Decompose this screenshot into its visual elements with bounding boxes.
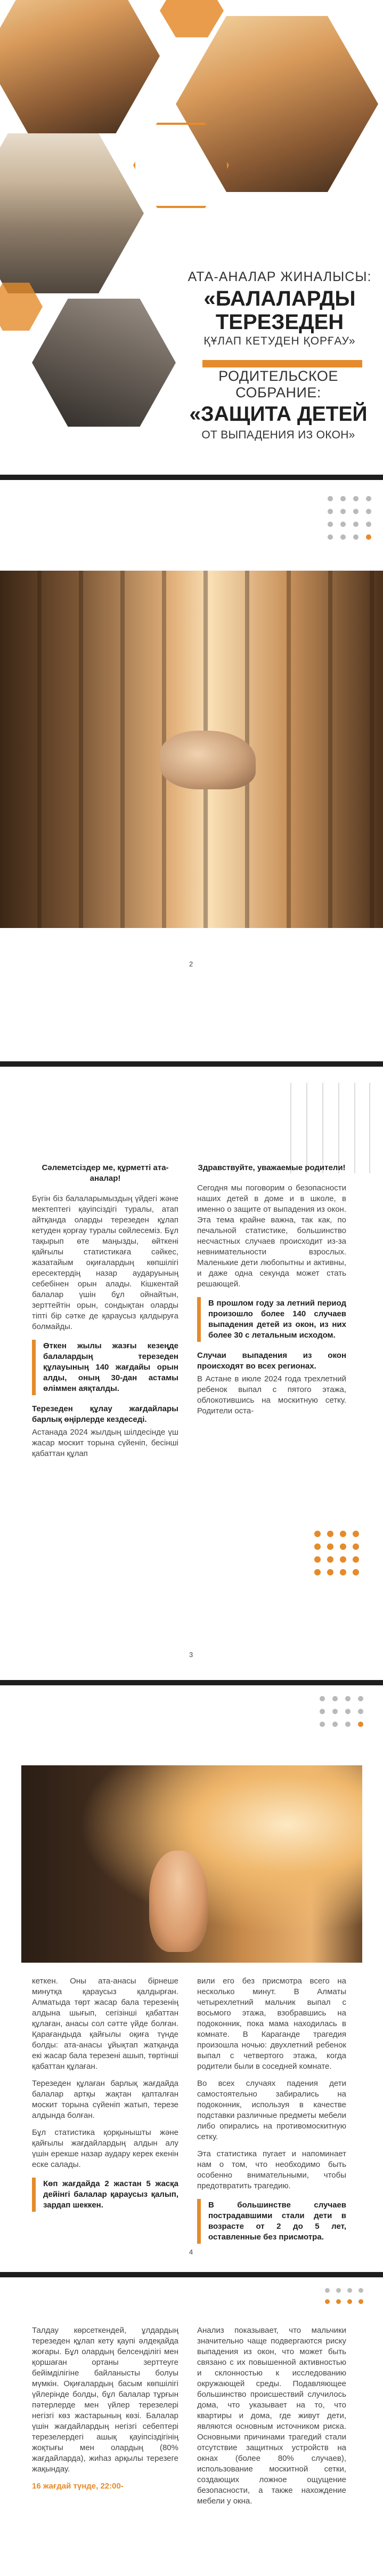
page-number: 4 bbox=[189, 2248, 193, 2256]
page-number: 2 bbox=[189, 960, 193, 968]
kk-highlight: 16 жағдай түнде, 22:00- bbox=[32, 2482, 124, 2491]
kk-paragraph-1: Бүгін біз балаларымыздың үйдегі және мектептегі қауіпсіздігі туралы, атап айтқанда оларды терезеден құлап кетуден қорғау туралы сөйлесеміз. Бұл тақырып өте маңызды, өйткені қайғылы статистикаға сәйкес, жазатайым оқиғалардың көпшілігі ересектердің назар аударуының себебінен орын алады. Кішкентай балалар үшін бұл ойнайтын, зерттейтін орын, сондықтан оларды тіпті бір сәтке де қараусыз қалдыруға болмайды. bbox=[32, 1194, 178, 1331]
photo-child-figure bbox=[160, 731, 256, 789]
kk-paragraph-2: Терезеден құлаған барлық жағдайда балалар артқы жақтан қапталған москит торына сүйеніп жатып, терезе алдында болған. bbox=[32, 2079, 178, 2120]
kk-column bbox=[32, 1163, 178, 1466]
ru-callout-statistics: В прошлом году за летний период произошло более 140 случаев выпадения детей из окон, из них более 30 с летальным исходом. bbox=[197, 1297, 346, 1342]
slide-divider bbox=[0, 1680, 383, 1685]
slide-divider bbox=[0, 1061, 383, 1067]
decor-dot-grid bbox=[320, 1696, 363, 1727]
slide-photo bbox=[0, 480, 383, 1061]
ru-callout-age: В большинстве случаев пострадавшими стали дети в возрасте от 2 до 5 лет, оставленные без присмотра. bbox=[197, 2199, 346, 2244]
kk-paragraph-3: Бұл статистика қорқынышты және қайғылы жағдайлардың алдын алу үшін ерекше назар аудару керек екенін еске салады. bbox=[32, 2128, 178, 2169]
slide-text-intro bbox=[0, 1067, 383, 1680]
slide-analysis bbox=[0, 2277, 383, 2576]
kk-column bbox=[32, 1976, 178, 2220]
decor-dot-grid bbox=[328, 496, 371, 540]
photo-toddler-balcony bbox=[21, 1765, 362, 1963]
decor-vertical-lines bbox=[290, 1083, 370, 1173]
kk-paragraph-1: Талдау көрсеткендей, ұлдардың терезеден құлап кету қаупі әлдеқайда жоғары. Бұл олардың белсенділігі мен қоршаған ортаны зерттеуге бейімділігіне байланысты болуы мүмкін. Оқиғалардың басым көпшілігі үйлерінде болды, бұл балалар тұрғын пәтерлерде мен үйлер терезелері негізгі көз жастарының көзі. Балалар үшін жағдайлардың негізгі себептері терезелердегі ашық қауіпсіздігінің жоқтығы мен олардың (80% жағдайларда), жиһаз арқылы терезеге жақындау. bbox=[32, 2326, 178, 2474]
slide-divider bbox=[0, 475, 383, 480]
ru-paragraph-1: вили его без присмотра всего на несколько минут. В Алматы четырехлетний мальчик выпал с восьмого этажа, взобравшись на подоконник, пока мама находилась в комнате. В Караганде трагедия произошла ночью: двухлетний ребенок выпал с четвертого этажа, когда родители были в соседней комнате. bbox=[197, 1977, 346, 2071]
photo-child-on-windowsill bbox=[0, 571, 383, 928]
kk-paragraph-1: кеткен. Оны ата-анасы бірнеше минутқа қараусыз қалдырған. Алматыда төрт жасар бала терезенің алдына шығып, сегізінші қабаттан құлаған, анасы сол сәтте үйде болған. Қарағандыда қайғылы оқиға түнде болды: ата-анасы ұйықтап жатқанда екі жасар бала терезені ашып, төртінші қабаттан құлаған. bbox=[32, 1977, 178, 2071]
ru-paragraph-2: В Астане в июле 2024 года трехлетний ребенок выпал с пятого этажа, облокотившись на москитную сетку. Родители оста- bbox=[197, 1374, 346, 1415]
cover-hex-accent bbox=[160, 0, 224, 37]
cover-ru-main: «ЗАЩИТА ДЕТЕЙ bbox=[189, 403, 368, 426]
photo-toddler-figure bbox=[149, 1851, 208, 1952]
decor-dot-grid bbox=[325, 2288, 363, 2304]
ru-paragraph-1: Сегодня мы поговорим о безопасности наших детей в доме и в школе, в именно о защите от выпадения из окон. Эта тема крайне важна, так как, по печальной статистике, большинство несчастных случаев происходит из-за невнимательности взрослых. Маленькие дети любопытны и активны, и даже одна секунда может стать решающей. bbox=[197, 1183, 346, 1289]
kk-greeting: Сәлеметсіздер ме, құрметті ата-аналар! bbox=[42, 1163, 169, 1183]
ru-column bbox=[197, 1976, 346, 2252]
ru-greeting: Здравствуйте, уважаемые родители! bbox=[198, 1163, 346, 1172]
slide-cover bbox=[0, 0, 383, 475]
cover-kk-tail: ҚҰЛАП КЕТУДЕН ҚОРҒАУ» bbox=[203, 335, 356, 347]
kk-column bbox=[32, 2325, 178, 2498]
cover-title-russian bbox=[176, 368, 381, 442]
kk-callout-statistics: Өткен жылы жазғы кезеңде балалардың терезеден құлауының 140 жағдайы орын алды, оның 30-дан астамы өліммен аяқталды. bbox=[32, 1340, 178, 1395]
cover-title-kazakh bbox=[181, 269, 378, 348]
slide-divider bbox=[0, 2272, 383, 2277]
ru-column bbox=[197, 2325, 346, 2513]
cover-photo-toddler bbox=[32, 299, 176, 427]
page-number: 3 bbox=[189, 1651, 193, 1659]
cover-photo-child-window bbox=[0, 0, 160, 133]
ru-paragraph-2-lead: Случаи выпадения из окон происходят во всех регионах. bbox=[197, 1351, 346, 1371]
cover-orange-rule bbox=[202, 360, 362, 367]
ru-paragraph-1: Анализ показывает, что мальчики значительно чаще подвергаются риску выпадения из окон, что может быть связано с их повышенной активностью и склонностью к исследованию окружающей среды. Подавляющее большинство происшествий случилось дома, что указывает на то, что квартиры и дома, где живут дети, являются основным источником риска. Основными причинами трагедий стали отсутствие защитных устройств на окнах (более 80% случаев), использование москитной сетки, создающих ложное ощущение безопасности, а также нахождение мебели у окна. bbox=[197, 2326, 346, 2506]
cover-kk-main: «БАЛАЛАРДЫ ТЕРЕЗЕДЕН bbox=[203, 287, 356, 334]
kk-callout-age: Көп жағдайда 2 жастан 5 жасқа дейінгі балалар қараусыз қалып, зардап шеккен. bbox=[32, 2178, 178, 2212]
kk-paragraph-2: Астанада 2024 жылдың шілдесінде үш жасар москит торына сүйеніп, бесінші қабаттан құлап bbox=[32, 1428, 178, 1458]
kk-paragraph-2-lead: Терезеден құлау жағдайлары барлық өңірлерде кездеседі. bbox=[32, 1404, 178, 1424]
ru-column bbox=[197, 1163, 346, 1423]
slide-photo-text bbox=[0, 1685, 383, 2272]
cover-ru-tail: ОТ ВЫПАДЕНИЯ ИЗ ОКОН» bbox=[201, 429, 355, 441]
cover-kk-subtitle: АТА-АНАЛАР ЖИНАЛЫСЫ: bbox=[188, 269, 372, 284]
cover-ru-subtitle: РОДИТЕЛЬСКОЕ СОБРАНИЕ: bbox=[218, 368, 338, 401]
ru-paragraph-3: Эта статистика пугает и напоминает нам о том, что необходимо быть особенно внимательными, чтобы предотвратить трагедию. bbox=[197, 2149, 346, 2190]
cover-photo-city-street bbox=[0, 133, 144, 293]
ru-paragraph-2: Во всех случаях падения дети самостоятельно забирались на подоконник, используя в качестве подставки различные предметы мебели либо опирались на противомоскитную сетку. bbox=[197, 2079, 346, 2141]
decor-orange-dot-grid bbox=[314, 1531, 359, 1575]
